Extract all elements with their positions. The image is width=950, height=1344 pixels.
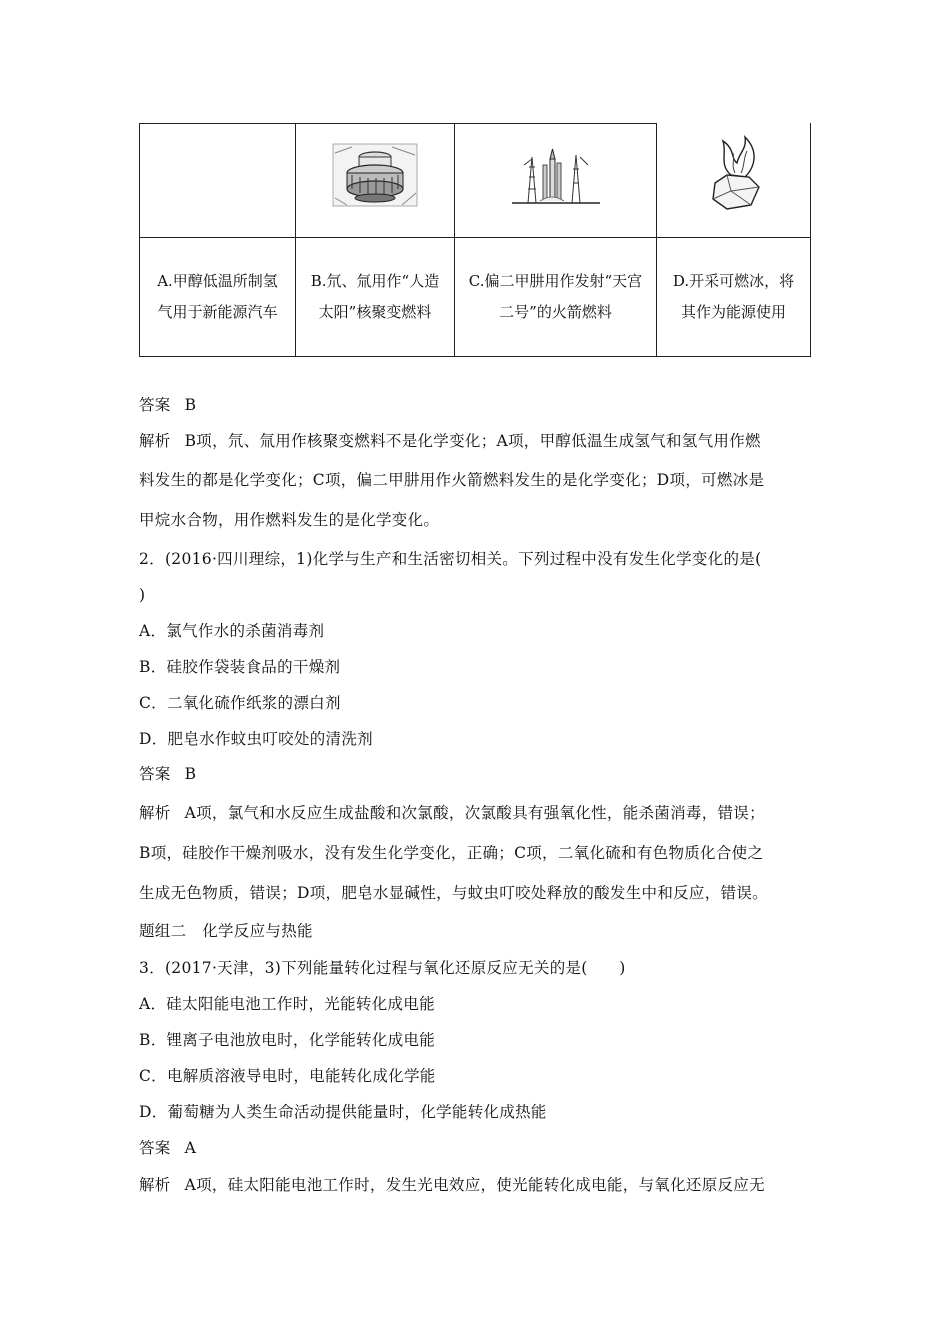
- q2-stem-line-2: ): [139, 586, 146, 604]
- q2-option-c: C．二氧化硫作纸浆的漂白剂: [139, 694, 341, 712]
- table-cell-b-image: [296, 124, 455, 238]
- q2-option-d: D．肥皂水作蚊虫叮咬处的清洗剂: [139, 730, 373, 748]
- options-table: [139, 123, 811, 357]
- q2-analysis-line-1: 解析 A项，氯气和水反应生成盐酸和次氯酸，次氯酸具有强氧化性，能杀菌消毒，错误；: [139, 804, 765, 822]
- q3-option-a: A．硅太阳能电池工作时，光能转化成电能: [139, 995, 435, 1013]
- q3-answer: 答案 A: [139, 1139, 197, 1157]
- fusion-reactor-icon: [332, 143, 418, 218]
- burning-ice-icon: [701, 135, 767, 226]
- q1-answer: 答案 B: [139, 396, 197, 414]
- q2-answer: 答案 B: [139, 765, 197, 783]
- option-cell-a: A.甲醇低温所制氢气用于新能源汽车: [140, 238, 296, 357]
- option-cell-b: B.氘、氚用作“人造太阳”核聚变燃料: [296, 238, 455, 357]
- q1-analysis-line-2: 料发生的都是化学变化；C项，偏二甲肼用作火箭燃料发生的是化学变化；D项，可燃冰是: [139, 471, 765, 489]
- group2-title: 题组二 化学反应与热能: [139, 922, 313, 940]
- q3-analysis-line-1: 解析 A项，硅太阳能电池工作时，发生光电效应，使光能转化成电能，与氧化还原反应无: [139, 1176, 765, 1194]
- q2-option-a: A．氯气作水的杀菌消毒剂: [139, 622, 325, 640]
- table-cell-a-image: [140, 124, 296, 238]
- q2-option-b: B．硅胶作袋装食品的干燥剂: [139, 658, 341, 676]
- table-cell-d-image: [657, 124, 811, 238]
- table-cell-c-image: [455, 124, 657, 238]
- q1-analysis-line-1: 解析 B项，氘、氚用作核聚变燃料不是化学变化；A项，甲醇低温生成氢气和氢气用作燃: [139, 432, 761, 450]
- q3-stem: 3．(2017·天津，3)下列能量转化过程与氧化还原反应无关的是( ): [139, 959, 626, 977]
- q3-option-b: B．锂离子电池放电时，化学能转化成电能: [139, 1031, 436, 1049]
- q2-stem-line-1: 2．(2016·四川理综，1)化学与生产和生活密切相关。下列过程中没有发生化学变化的是(: [139, 550, 762, 568]
- q2-analysis-line-2: B项，硅胶作干燥剂吸水，没有发生化学变化，正确；C项，二氧化硫和有色物质化合使之: [139, 844, 764, 862]
- option-cell-c: C.偏二甲肼用作发射“天宫二号”的火箭燃料: [455, 238, 657, 357]
- rocket-launch-icon: [510, 145, 602, 216]
- q1-analysis-line-3: 甲烷水合物，用作燃料发生的是化学变化。: [139, 511, 440, 529]
- option-cell-d: D.开采可燃冰，将其作为能源使用: [657, 238, 811, 357]
- q3-option-c: C．电解质溶液导电时，电能转化成化学能: [139, 1067, 436, 1085]
- q3-option-d: D．葡萄糖为人类生命活动提供能量时，化学能转化成热能: [139, 1103, 547, 1121]
- q2-analysis-line-3: 生成无色物质，错误；D项，肥皂水显碱性，与蚊虫叮咬处释放的酸发生中和反应，错误。: [139, 884, 768, 902]
